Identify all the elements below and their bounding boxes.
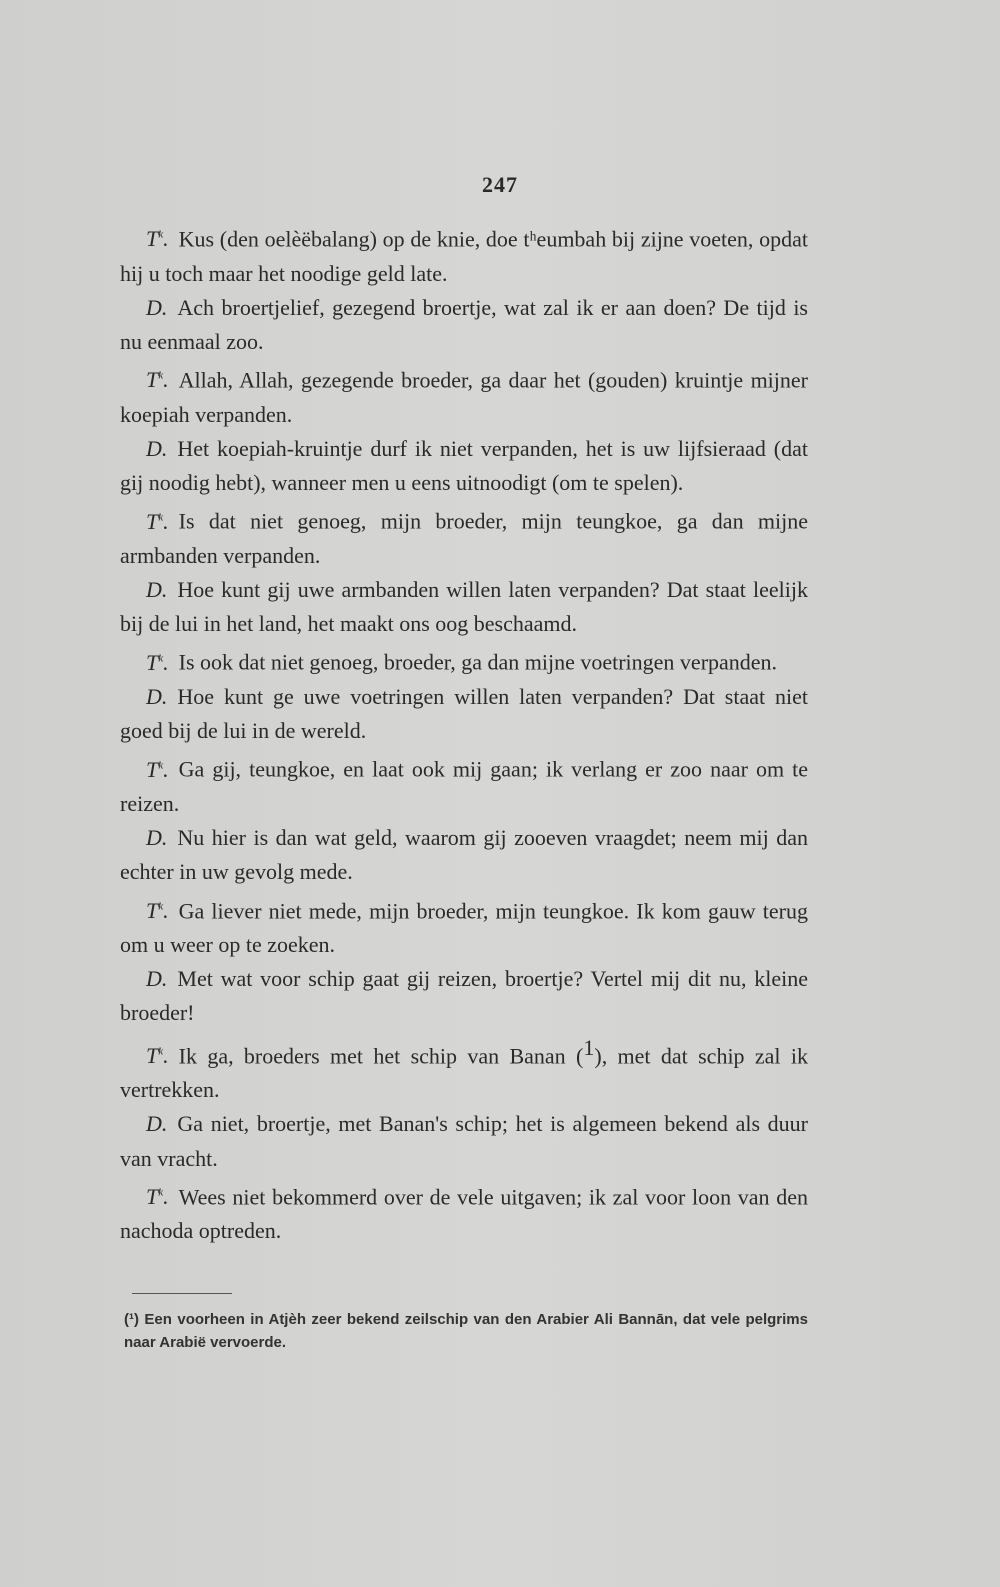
speaker-label: $T^k$. — [146, 649, 169, 675]
paragraph-text: Wees niet bekommerd over de vele uitgaven; ik zal voor loon van den nachoda optreden. — [120, 1184, 808, 1244]
speaker-label: D. — [146, 577, 168, 603]
speaker-label: $T^k$. — [146, 756, 169, 782]
speaker-label: D. — [146, 966, 168, 992]
paragraph-text: Met wat voor schip gaat gij reizen, broertje? Vertel mij dit nu, kleine broeder! — [120, 966, 808, 1026]
paragraph-text: Ga liever niet mede, mijn broeder, mijn teungkoe. Ik kom gauw terug om u weer op te zoeken. — [120, 897, 808, 958]
speaker-label: $T^k$. — [146, 367, 169, 393]
paragraph — [120, 680, 808, 748]
paragraph — [120, 218, 808, 291]
page-number: 247 — [482, 172, 518, 197]
speaker-label: D. — [146, 435, 168, 461]
speaker-label: D. — [146, 825, 168, 851]
paragraph-text: Hoe kunt gij uwe armbanden willen laten verpanden? Dat staat leelijk bij de lui in het land, het maakt ons oog beschaamd. — [120, 577, 808, 637]
paragraph — [120, 1176, 808, 1249]
footnote — [124, 1308, 808, 1354]
paragraph — [120, 890, 808, 963]
paragraph-text: Ik ga, broeders met het schip van Banan ( — [178, 1042, 584, 1068]
speaker-label: D. — [146, 294, 168, 320]
paragraph — [120, 359, 808, 432]
speaker-label: $T^k$. — [146, 226, 169, 252]
paragraph-text: Ga niet, broertje, met Banan's schip; het is algemeen bekend als duur van vracht. — [120, 1111, 808, 1171]
paragraph-text: Is ook dat niet genoeg, broeder, ga dan mijne voetringen verpanden. — [178, 649, 778, 675]
paragraph-text: Hoe kunt ge uwe voetringen willen laten verpanden? Dat staat niet goed bij de lui in de wereld. — [120, 683, 808, 744]
paragraph-text: Kus (den oelèëbalang) op de knie, doe tʰeumbah bij zijne voeten, opdat hij u toch maar het noodige geld late. — [120, 226, 808, 286]
footnote-reference[interactable]: 1 — [583, 1034, 595, 1060]
paragraph-text: Allah, Allah, gezegende broeder, ga daar het (gouden) kruintje mijner koepiah verpanden. — [120, 367, 808, 427]
paragraph — [120, 291, 808, 359]
speaker-label: $T^k$. — [146, 897, 169, 923]
speaker-label: $T^k$. — [146, 1184, 169, 1210]
paragraph — [120, 962, 808, 1030]
paragraph — [120, 821, 808, 889]
speaker-label: D. — [146, 683, 168, 709]
paragraph — [120, 573, 808, 641]
footnote-text: Een voorheen in Atjèh zeer bekend zeilschip van den Arabier Ali Bannān, dat vele pelgrims naar Arabië vervoerde. — [124, 1311, 808, 1351]
paragraph — [120, 500, 808, 573]
paragraph — [120, 1031, 808, 1108]
paragraph — [120, 641, 808, 680]
dialogue-text — [120, 218, 808, 1249]
paragraph-text: Is dat niet genoeg, mijn broeder, mijn teungkoe, ga dan mijne armbanden verpanden. — [120, 508, 808, 568]
paragraph — [120, 748, 808, 821]
speaker-label: $T^k$. — [146, 1042, 169, 1068]
paragraph-text: Nu hier is dan wat geld, waarom gij zooeven vraagdet; neem mij dan echter in uw gevolg mede. — [120, 825, 808, 885]
speaker-label: D. — [146, 1111, 168, 1137]
paragraph — [120, 432, 808, 500]
footnote-mark: (¹) — [124, 1311, 139, 1328]
paragraph-text: ), met dat schip zal ik vertrekken. — [120, 1042, 809, 1103]
speaker-label: $T^k$. — [146, 508, 169, 534]
footnote-divider — [132, 1293, 232, 1294]
paragraph-text: Het koepiah-kruintje durf ik niet verpanden, het is uw lijfsieraad (dat gij noodig hebt), wanneer men u eens uitnoodigt (om te spelen). — [120, 435, 808, 496]
paragraph-text: Ach broertjelief, gezegend broertje, wat zal ik er aan doen? De tijd is nu eenmaal zoo. — [120, 294, 808, 354]
paragraph — [120, 1107, 808, 1175]
paragraph-text: Ga gij, teungkoe, en laat ook mij gaan; ik verlang er zoo naar om te reizen. — [120, 756, 808, 816]
